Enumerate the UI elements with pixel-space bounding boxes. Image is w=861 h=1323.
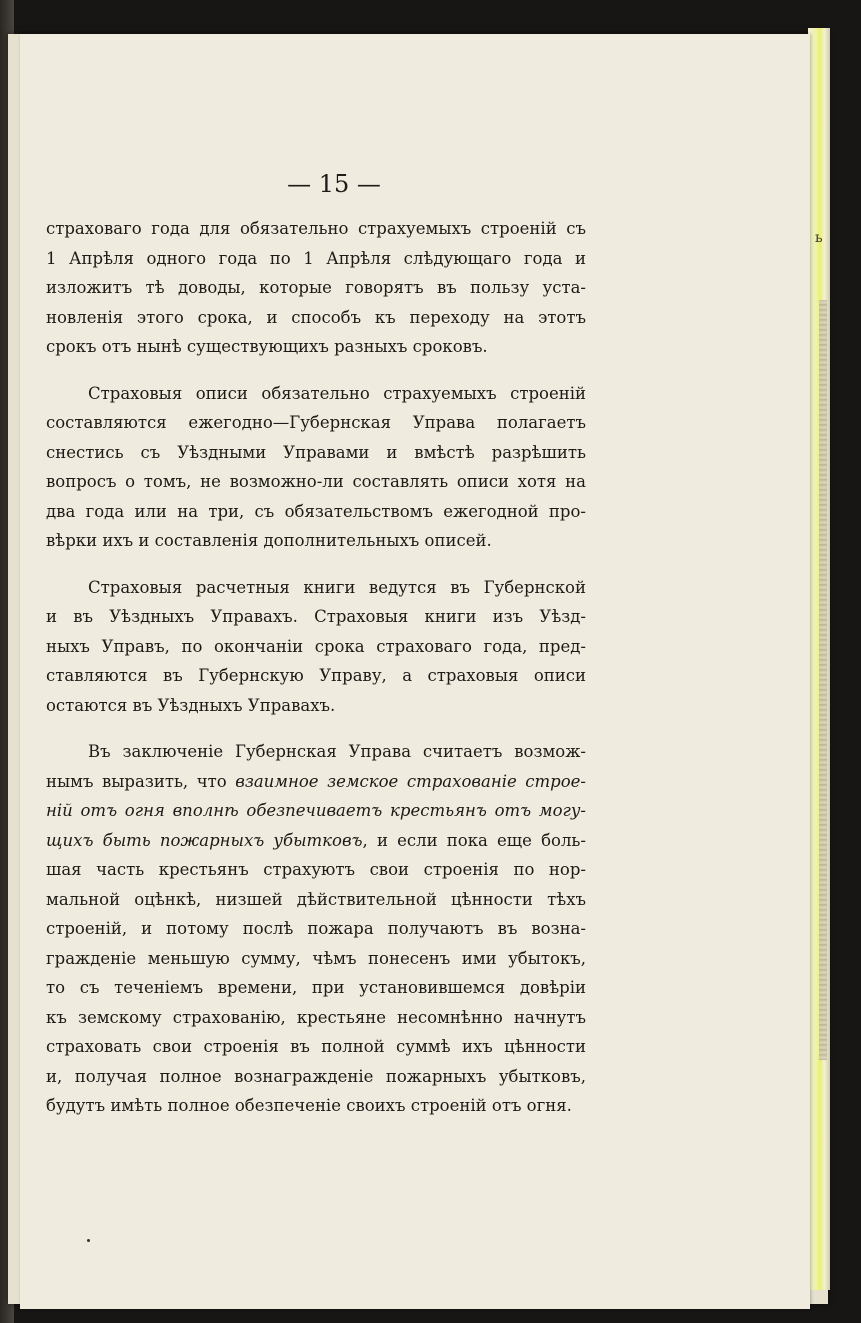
text-line: составляются ежегодно—Губернская Управа полагаетъ: [46, 413, 586, 432]
text-line: новленія этого срока, и способъ къ переходу на этотъ: [46, 307, 586, 327]
text-line: изложитъ тѣ доводы, которые говорятъ въ пользу уста-: [46, 278, 586, 297]
text-line: и, получая полное вознагражденіе пожарныхъ убытковъ,: [46, 1066, 586, 1086]
text-line: Страховыя описи обязательно страхуемыхъ строеній: [88, 383, 586, 403]
text-line: вопросъ о томъ, не возможно-ли составлять описи хотя на: [46, 472, 586, 491]
paper-speck: [87, 1239, 90, 1242]
text-line-with-italic: щихъ быть пожарныхъ убытковъ, и если пока еще боль-: [46, 830, 586, 850]
text-line: шая часть крестьянъ страхуютъ свои строенія по нор-: [46, 860, 586, 879]
text-line: къ земскому страхованію, крестьяне несомнѣнно начнутъ: [46, 1007, 586, 1027]
text-line-with-italic: [46, 796, 586, 826]
text-line: Въ заключеніе Губернская Управа считаетъ возмож-: [88, 742, 586, 761]
italic-emphasis: ній отъ огня вполнѣ обезпечиваетъ крестьянъ отъ могу-: [46, 801, 586, 820]
text-line: страховаго года для обязательно страхуемыхъ строеній съ: [46, 219, 586, 238]
text-line: два года или на три, съ обязательствомъ ежегодной про-: [46, 501, 586, 521]
italic-emphasis: взаимное земское страхованіе строе-: [235, 771, 587, 791]
text-line: Страховыя расчетныя книги ведутся въ Губернской: [88, 577, 586, 597]
edge-mark: ь: [815, 230, 823, 246]
text-line: и въ Уѣздныхъ Управахъ. Страховыя книги изъ Уѣзд-: [46, 607, 586, 626]
text-line: будутъ имѣть полное обезпеченіе своихъ строеній отъ огня.: [46, 1096, 572, 1115]
text-line: 1 Апрѣля одного года по 1 Апрѣля слѣдующаго года и: [46, 248, 586, 268]
text-line: ныхъ Управъ, по окончаніи срока страховаго года, пред-: [46, 636, 586, 656]
text-line: остаются въ Уѣздныхъ Управахъ.: [46, 695, 336, 715]
text-line: мальной оцѣнкѣ, низшей дѣйствительной цѣнности тѣхъ: [46, 889, 586, 909]
text-line: снестись съ Уѣздными Управами и вмѣстѣ разрѣшить: [46, 442, 586, 462]
page-number: — 15 —: [287, 170, 381, 198]
text-line: ставляются въ Губернскую Управу, а страховыя описи: [46, 666, 586, 685]
text-line: срокъ отъ нынѣ существующихъ разныхъ сроковъ.: [46, 337, 488, 356]
text-line: то съ теченіемъ времени, при установившемся довѣріи: [46, 978, 586, 997]
page-stack-strip: [819, 300, 827, 1060]
text-line: гражденіе меньшую сумму, чѣмъ понесенъ ими убытокъ,: [46, 948, 586, 968]
text-line: страховать свои строенія въ полной суммѣ ихъ цѣнности: [46, 1037, 586, 1056]
text-line-with-italic: нымъ выразить, что взаимное земское страхованіе строе-: [46, 771, 587, 791]
italic-emphasis: щихъ быть пожарныхъ убытковъ: [46, 830, 363, 850]
body-text: [46, 214, 586, 1121]
text-line: вѣрки ихъ и составленія дополнительныхъ описей.: [46, 531, 492, 550]
text-line: строеній, и потому послѣ пожара получаютъ въ возна-: [46, 919, 586, 938]
